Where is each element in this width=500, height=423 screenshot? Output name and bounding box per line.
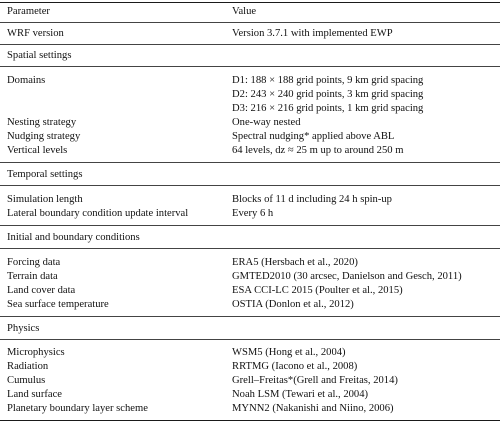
- sst-row: [0, 298, 500, 312]
- vertical-levels-row: [0, 144, 500, 158]
- domains-label: Domains: [7, 75, 46, 86]
- domains-row-d3: [0, 102, 500, 116]
- section-title-initial: Initial and boundary conditions: [7, 232, 140, 243]
- nesting-row: [0, 116, 500, 130]
- radiation-row: [0, 360, 500, 374]
- domain-d1: D1: 188 × 188 grid points, 9 km grid spacing: [232, 75, 424, 86]
- section-rule: [0, 162, 500, 163]
- section-title-temporal: Temporal settings: [7, 169, 83, 180]
- terrain-label: Terrain data: [7, 271, 58, 282]
- vertical-levels-label: Vertical levels: [7, 145, 68, 156]
- land-cover-value: ESA CCI-LC 2015 (Poulter et al., 2015): [232, 285, 403, 296]
- nudging-value: Spectral nudging* applied above ABL: [232, 131, 395, 142]
- vertical-levels-value: 64 levels, dz ≈ 25 m up to around 250 m: [232, 145, 404, 156]
- forcing-value: ERA5 (Hersbach et al., 2020): [232, 257, 358, 268]
- nesting-value: One-way nested: [232, 117, 301, 128]
- domain-d3: D3: 216 × 216 grid points, 1 km grid spacing: [232, 103, 424, 114]
- lbc-label: Lateral boundary condition update interval: [7, 208, 189, 219]
- lbc-value: Every 6 h: [232, 208, 274, 219]
- simulation-length-label: Simulation length: [7, 194, 83, 205]
- microphysics-label: Microphysics: [7, 347, 65, 358]
- top-rule: [0, 2, 500, 3]
- lbc-row: [0, 207, 500, 221]
- forcing-label: Forcing data: [7, 257, 61, 268]
- sst-label: Sea surface temperature: [7, 299, 109, 310]
- domain-d2: D2: 243 × 240 grid points, 3 km grid spacing: [232, 89, 424, 100]
- wrf-version-row: [0, 27, 500, 41]
- section-title-spatial: Spatial settings: [7, 50, 72, 61]
- domains-row-d2: [0, 88, 500, 102]
- simulation-length-value: Blocks of 11 d including 24 h spin-up: [232, 194, 392, 205]
- land-surface-label: Land surface: [7, 389, 62, 400]
- section-rule: [0, 225, 500, 226]
- section-rule: [0, 44, 500, 45]
- nudging-row: [0, 130, 500, 144]
- pbl-label: Planetary boundary layer scheme: [7, 403, 148, 414]
- simulation-length-row: [0, 193, 500, 207]
- terrain-row: [0, 270, 500, 284]
- wrf-version-value: Version 3.7.1 with implemented EWP: [232, 28, 393, 39]
- cumulus-value: Grell–Freitas*(Grell and Freitas, 2014): [232, 375, 398, 386]
- pbl-row: [0, 402, 500, 416]
- header-parameter: Parameter: [7, 6, 50, 17]
- radiation-value: RRTMG (Iacono et al., 2008): [232, 361, 358, 372]
- terrain-value: GMTED2010 (30 arcsec, Danielson and Gesch, 2011): [232, 271, 462, 282]
- wrf-version-label: WRF version: [7, 28, 64, 39]
- sst-value: OSTIA (Donlon et al., 2012): [232, 299, 354, 310]
- section-title-physics: Physics: [7, 323, 40, 334]
- domains-row: [0, 74, 500, 88]
- microphysics-row: [0, 346, 500, 360]
- microphysics-value: WSM5 (Hong et al., 2004): [232, 347, 346, 358]
- section-rule: [0, 248, 500, 249]
- bottom-rule: [0, 420, 500, 421]
- land-cover-label: Land cover data: [7, 285, 76, 296]
- section-rule: [0, 316, 500, 317]
- nesting-label: Nesting strategy: [7, 117, 77, 128]
- cumulus-row: [0, 374, 500, 388]
- header-row: [0, 5, 500, 19]
- nudging-label: Nudging strategy: [7, 131, 81, 142]
- header-value: Value: [232, 6, 257, 17]
- section-rule: [0, 66, 500, 67]
- section-rule: [0, 185, 500, 186]
- land-surface-value: Noah LSM (Tewari et al., 2004): [232, 389, 369, 400]
- land-surface-row: [0, 388, 500, 402]
- pbl-value: MYNN2 (Nakanishi and Niino, 2006): [232, 403, 394, 414]
- section-rule: [0, 339, 500, 340]
- forcing-row: [0, 256, 500, 270]
- header-rule: [0, 22, 500, 23]
- land-cover-row: [0, 284, 500, 298]
- radiation-label: Radiation: [7, 361, 49, 372]
- cumulus-label: Cumulus: [7, 375, 46, 386]
